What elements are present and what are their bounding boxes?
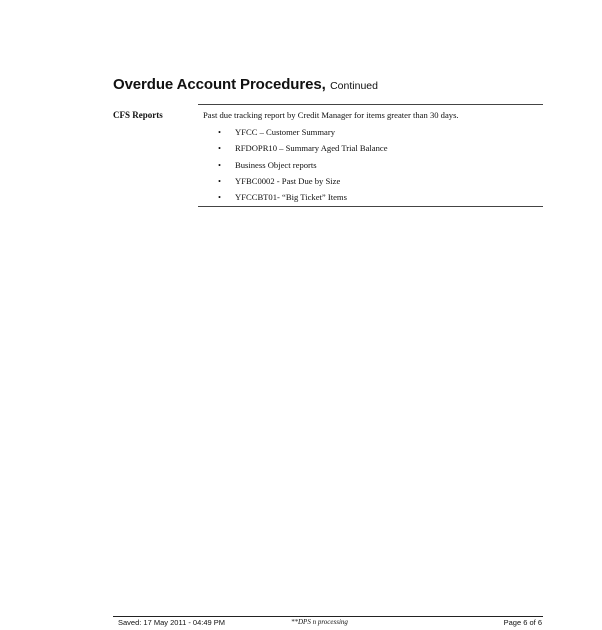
- list-item-text: YFCCBT01- “Big Ticket” Items: [235, 192, 347, 203]
- list-item-text: Business Object reports: [235, 159, 317, 170]
- heading-continued: Continued: [330, 80, 378, 92]
- bullet-icon: •: [218, 192, 222, 203]
- footer-page-number: Page 6 of 6: [503, 618, 542, 627]
- section-intro: Past due tracking report by Credit Manager for items greater than 30 days.: [203, 110, 459, 120]
- footer-center-text: **DPS n processing: [291, 618, 348, 626]
- list-item: [218, 124, 388, 140]
- list-item-text: YFCC – Customer Summary: [235, 127, 336, 137]
- list-item: [218, 189, 388, 205]
- footer-saved-date: Saved: 17 May 2011 - 04:49 PM: [118, 618, 226, 627]
- list-item: [218, 173, 388, 189]
- bullet-icon: •: [218, 159, 222, 170]
- list-item: [218, 157, 388, 173]
- heading-title: Overdue Account Procedures,: [113, 76, 326, 93]
- list-item: [218, 140, 388, 156]
- list-item-text: RFDOPR10 – Summary Aged Trial Balance: [235, 143, 388, 154]
- bullet-icon: •: [218, 175, 222, 186]
- report-list: [218, 124, 388, 205]
- section-label: CFS Reports: [113, 110, 163, 120]
- section-bottom-rule: [198, 206, 543, 207]
- bullet-icon: •: [218, 143, 222, 154]
- bullet-icon: •: [218, 127, 222, 137]
- footer-rule: [113, 616, 543, 617]
- list-item-text: YFBC0002 - Past Due by Size: [235, 175, 341, 186]
- section-top-rule: [198, 104, 543, 105]
- page-heading: [113, 76, 378, 94]
